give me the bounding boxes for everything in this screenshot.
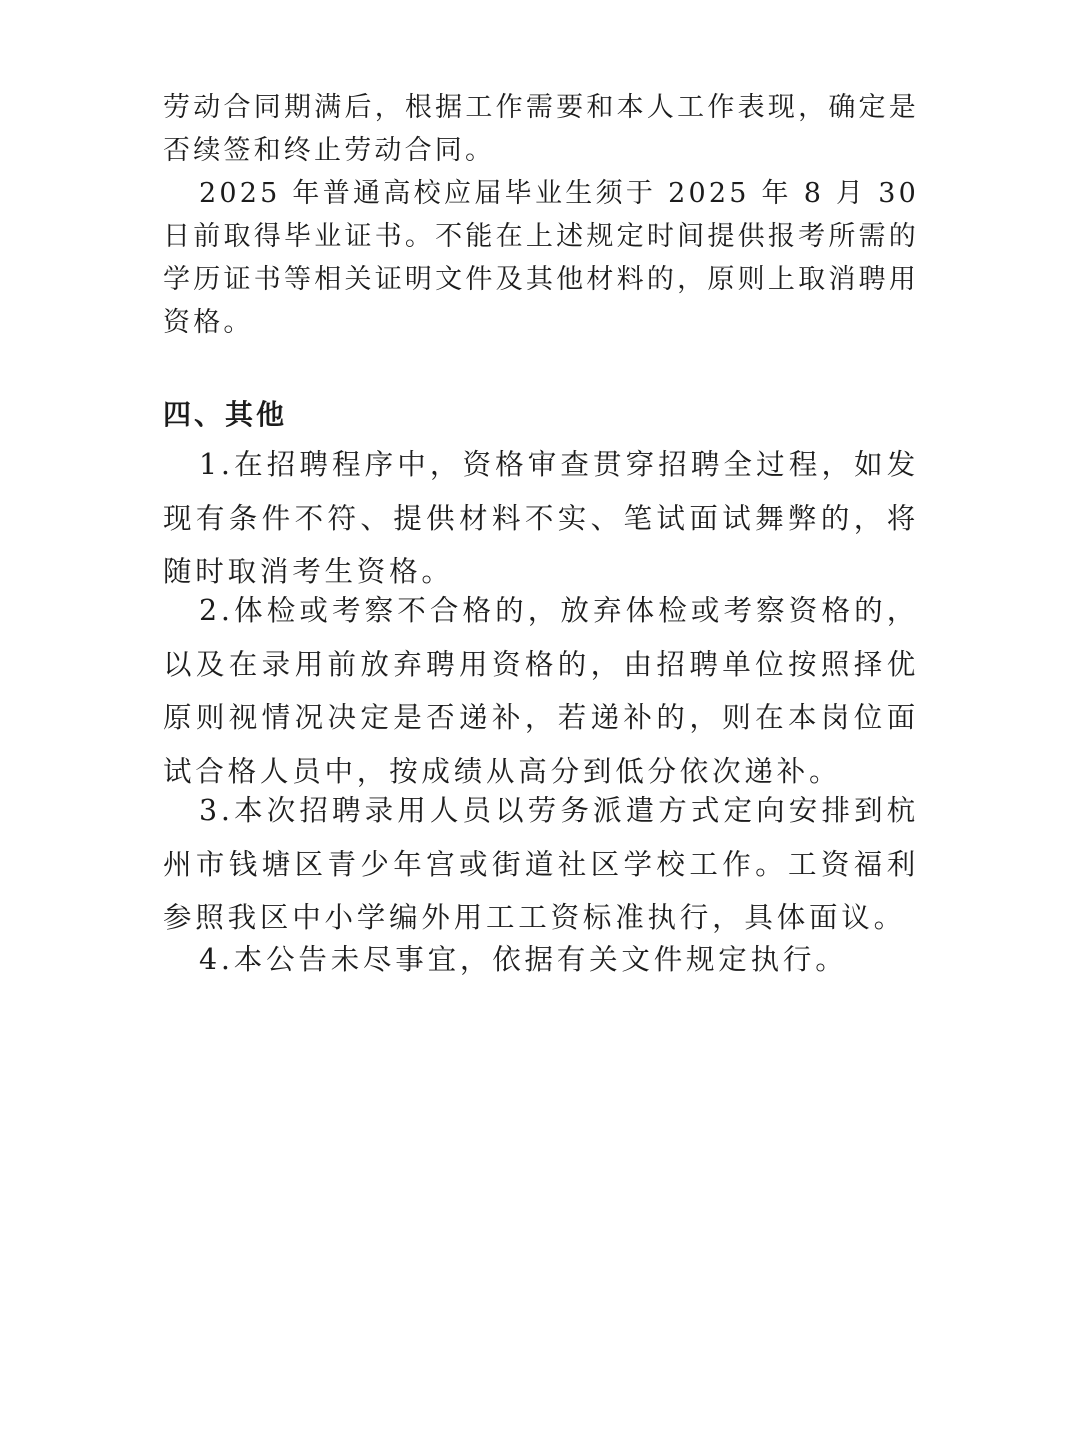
other-item-1: 1.在招聘程序中，资格审查贯穿招聘全过程，如发现有条件不符、提供材料不实、笔试面试舞弊的，将随时取消考生资格。 (163, 448, 919, 588)
section-heading-other: 四、其他 (163, 398, 288, 431)
other-item-2: 2.体检或考察不合格的，放弃体检或考察资格的，以及在录用前放弃聘用资格的，由招聘单位按照择优原则视情况决定是否递补，若递补的，则在本岗位面试合格人员中，按成绩从高分到低分依次递补。 (163, 594, 919, 788)
other-item-3: 3.本次招聘录用人员以劳务派遣方式定向安排到杭州市钱塘区青少年宫或街道社区学校工作。工资福利参照我区中小学编外用工工资标准执行，具体面议。 (163, 794, 919, 934)
contract-renewal-paragraph: 劳动合同期满后，根据工作需要和本人工作表现，确定是否续签和终止劳动合同。 (163, 92, 919, 166)
graduate-requirement-paragraph: 2025 年普通高校应届毕业生须于 2025 年 8 月 30 日前取得毕业证书。不能在上述规定时间提供报考所需的学历证书等相关证明文件及其他材料的，原则上取消聘用资格。 (163, 178, 919, 338)
other-item-4: 4.本公告未尽事宜，依据有关文件规定执行。 (199, 943, 848, 976)
